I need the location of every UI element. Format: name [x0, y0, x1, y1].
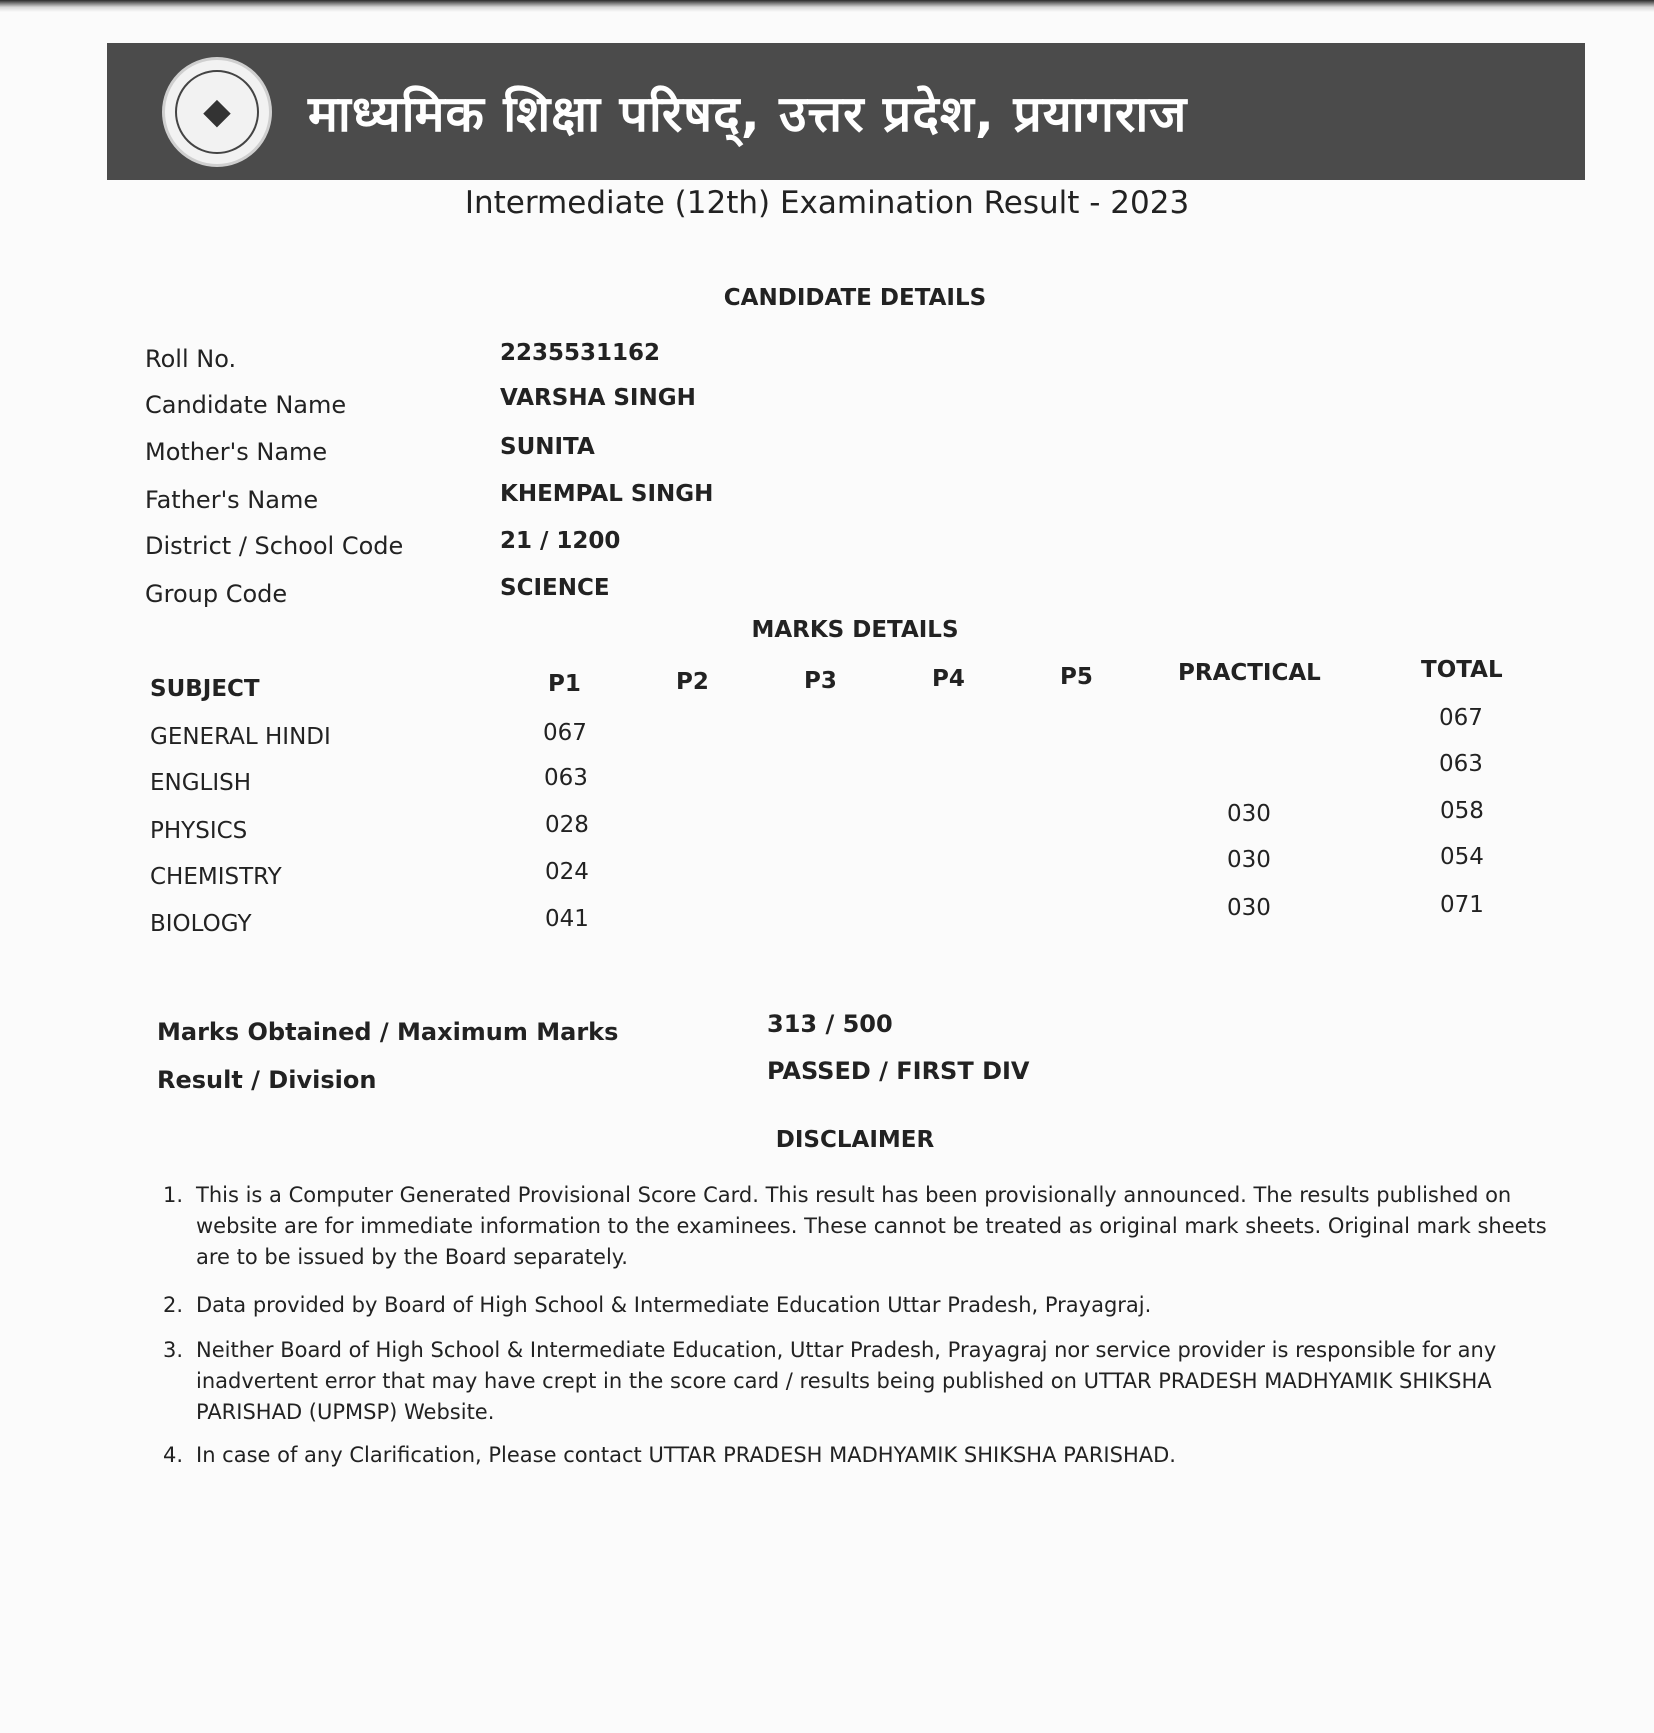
- marks-obtained-label: Marks Obtained / Maximum Marks: [157, 1018, 619, 1046]
- disclaimer-item-text: In case of any Clarification, Please contact UTTAR PRADESH MADHYAMIK SHIKSHA PARISHAD.: [196, 1443, 1176, 1467]
- subject-biology: BIOLOGY: [150, 911, 252, 937]
- english-total: 063: [1439, 751, 1483, 777]
- father-name-value: KHEMPAL SINGH: [500, 481, 714, 507]
- col-p4: P4: [932, 666, 965, 692]
- col-p3: P3: [804, 668, 837, 694]
- chemistry-practical: 030: [1227, 847, 1271, 873]
- physics-total: 058: [1440, 798, 1484, 824]
- marks-obtained-value: 313 / 500: [767, 1010, 893, 1038]
- scan-edge: [0, 0, 1654, 12]
- col-practical: PRACTICAL: [1178, 660, 1321, 686]
- subject-general-hindi: GENERAL HINDI: [150, 724, 331, 750]
- result-division-label: Result / Division: [157, 1066, 377, 1094]
- group-code-value: SCIENCE: [500, 575, 610, 601]
- board-title: माध्यमिक शिक्षा परिषद्, उत्तर प्रदेश, प्रयागराज: [308, 84, 1188, 143]
- district-school-code-value: 21 / 1200: [500, 528, 621, 554]
- roll-no-label: Roll No.: [145, 345, 237, 373]
- chemistry-total: 054: [1440, 844, 1484, 870]
- physics-p1: 028: [545, 812, 589, 838]
- disclaimer-item-number: 4.: [163, 1443, 184, 1467]
- group-code-label: Group Code: [145, 580, 288, 608]
- biology-practical: 030: [1227, 895, 1271, 921]
- disclaimer-item-number: 1.: [163, 1183, 184, 1207]
- disclaimer-heading: DISCLAIMER: [775, 1127, 935, 1153]
- col-p1: P1: [548, 671, 581, 697]
- board-header: [107, 43, 1585, 180]
- general-hindi-total: 067: [1439, 705, 1483, 731]
- col-total: TOTAL: [1421, 657, 1503, 683]
- biology-total: 071: [1440, 892, 1484, 918]
- roll-no-value: 2235531162: [500, 340, 661, 366]
- disclaimer-item-text: This is a Computer Generated Provisional Score Card. This result has been provisionally announced. The results published on website are for immediate information to the examinees. These cannot be treated as original mark sheets. Original mark sheets are to be issued by the Board separately.: [196, 1183, 1547, 1269]
- marks-details-heading: MARKS DETAILS: [751, 617, 959, 643]
- candidate-name-label: Candidate Name: [145, 391, 347, 419]
- disclaimer-item-number: 2.: [163, 1293, 184, 1317]
- physics-practical: 030: [1227, 801, 1271, 827]
- col-p5: P5: [1060, 664, 1093, 690]
- disclaimer-item-4: [163, 1440, 1563, 1471]
- board-seal-logo: ◆: [162, 57, 272, 167]
- subject-english: ENGLISH: [150, 770, 252, 796]
- district-school-code-label: District / School Code: [145, 532, 404, 560]
- subject-chemistry: CHEMISTRY: [150, 864, 282, 890]
- subject-physics: PHYSICS: [150, 818, 248, 844]
- father-name-label: Father's Name: [145, 486, 319, 514]
- biology-p1: 041: [545, 906, 589, 932]
- english-p1: 063: [544, 765, 588, 791]
- col-subject: SUBJECT: [150, 676, 260, 702]
- disclaimer-item-3: [163, 1335, 1563, 1428]
- mother-name-label: Mother's Name: [145, 438, 328, 466]
- disclaimer-item-text: Neither Board of High School & Intermediate Education, Uttar Pradesh, Prayagraj nor service provider is responsible for any inadvertent error that may have crept in the score card / results being published on UTTAR PRADESH MADHYAMIK SHIKSHA PARISHAD (UPMSP) Website.: [196, 1338, 1497, 1424]
- candidate-details-heading: CANDIDATE DETAILS: [723, 285, 987, 311]
- result-division-value: PASSED / FIRST DIV: [767, 1057, 1030, 1085]
- disclaimer-item-2: [163, 1290, 1563, 1321]
- col-p2: P2: [676, 669, 709, 695]
- exam-title: Intermediate (12th) Examination Result - 2023: [464, 185, 1190, 221]
- disclaimer-item-number: 3.: [163, 1338, 184, 1362]
- chemistry-p1: 024: [545, 859, 589, 885]
- candidate-name-value: VARSHA SINGH: [500, 385, 696, 411]
- general-hindi-p1: 067: [543, 720, 587, 746]
- mother-name-value: SUNITA: [500, 434, 595, 460]
- disclaimer-item-1: [163, 1180, 1563, 1273]
- disclaimer-item-text: Data provided by Board of High School & Intermediate Education Uttar Pradesh, Prayagraj.: [196, 1293, 1152, 1317]
